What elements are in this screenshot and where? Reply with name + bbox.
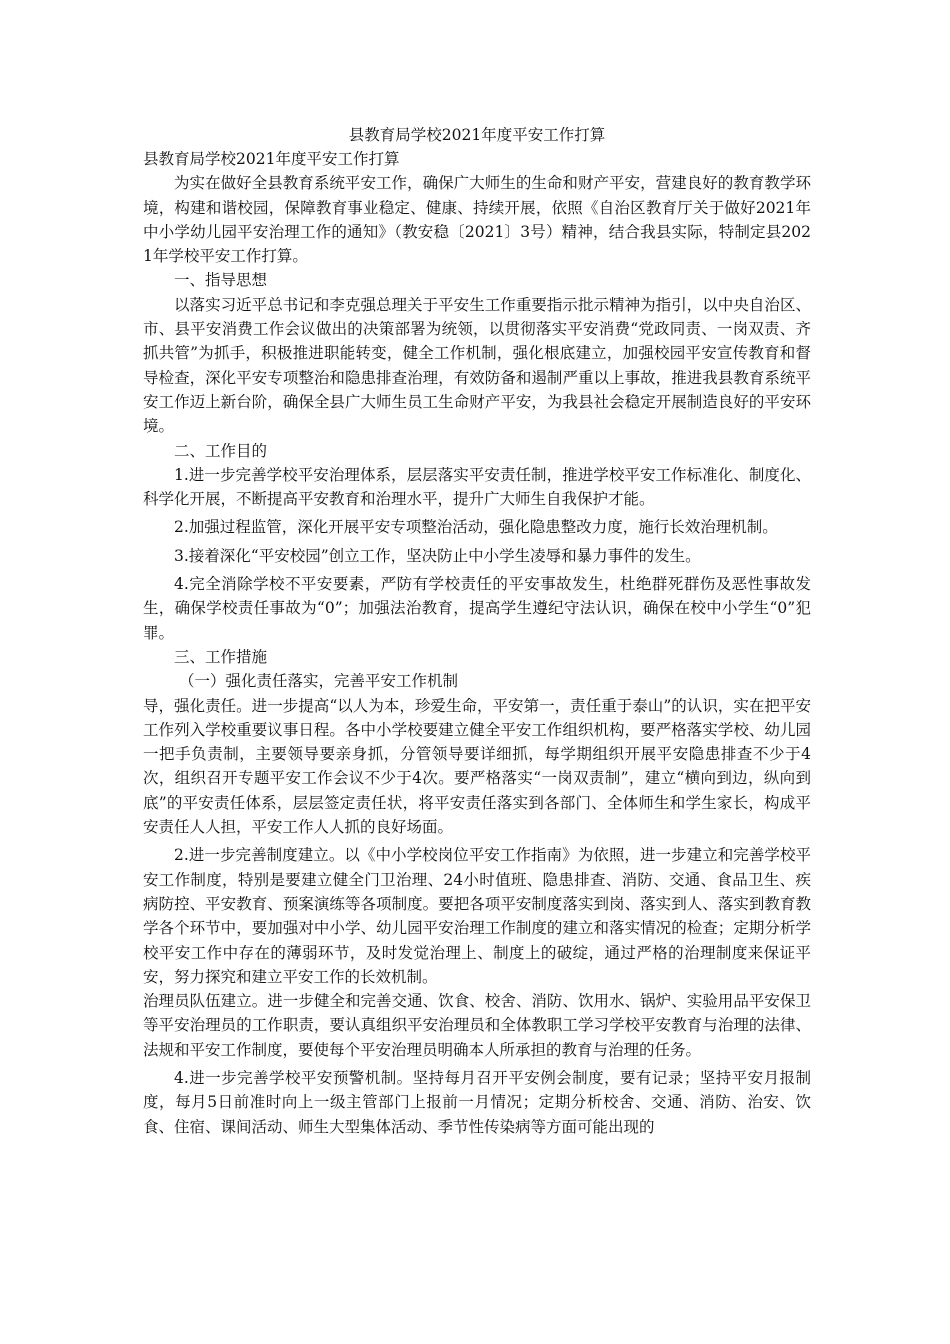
goal-item-3: 3.接着深化“平安校园”创立工作，坚决防止中小学生凌辱和暴力事件的发生。 xyxy=(174,546,701,565)
goal-item-1: 1.进一步完善学校平安治理体系，层层落实平安责任制，推进学校平安工作标准化、制度化、科学化开展，不断提高平安教育和治理水平，提升广大师生自我保护才能。 xyxy=(143,465,811,509)
document-title: 县教育局学校2021年度平安工作打算 xyxy=(348,126,606,144)
measure-paragraph-4: 4.进一步完善学校平安预警机制。坚持每月召开平安例会制度，要有记录；坚持平安月报制度，每月5日前准时向上一级主管部门上报前一月情况；定期分析校舍、交通、消防、治安、饮食、住宿、课间活动、师生大型集体活动、季节性传染病等方面可能出现的 xyxy=(143,1068,811,1136)
intro-paragraph: 为实在做好全县教育系统平安工作，确保广大师生的生命和财产平安，营建良好的教育教学环境，构建和谐校园，保障教育事业稳定、健康、持续开展，依照《自治区教育厅关于做好2021年中小学幼儿园平安治理工作的通知》（教安稳〔2021〕3号）精神，结合我县实际，特制定县2021年学校平安工作打算。 xyxy=(143,174,811,266)
document-body xyxy=(143,123,811,1139)
document-subtitle: 县教育局学校2021年度平安工作打算 xyxy=(143,150,400,168)
guiding-ideology-paragraph: 以落实习近平总书记和李克强总理关于平安生工作重要指示批示精神为指引，以中央自治区、市、县平安消费工作会议做出的决策部署为统领，以贯彻落实平安消费“党政同责、一岗双责、齐抓共管”为抓手，积极推进职能转变，健全工作机制，强化根底建立，加强校园平安宣传教育和督导检查，深化平安专项整治和隐患排查治理，有效防备和遏制严重以上事故，推进我县教育系统平安工作迈上新台阶，确保全县广大师生员工生命财产平安，为我县社会稳定开展制造良好的平安环境。 xyxy=(143,295,811,436)
goal-item-2: 2.加强过程监管，深化开展平安专项整治活动，强化隐患整改力度，施行长效治理机制。 xyxy=(174,518,778,537)
measure-paragraph-1: 导，强化责任。进一步提高“以人为本，珍爱生命，平安第一，责任重于泰山”的认识，实在把平安工作列入学校重要议事日程。各中小学校要建立健全平安工作组织机构，要严格落实学校、幼儿园一把手负责制，主要领导要亲身抓，分管领导要详细抓，每学期组织开展平安隐患排查不少于4次，组织召开专题平安工作会议不少于4次。要严格落实“一岗双责制”，建立“横向到边，纵向到底”的平安责任体系，层层签定责任状，将平安责任落实到各部门、全体师生和学生家长，构成平安责任人人担，平安工作人人抓的良好场面。 xyxy=(143,696,811,837)
section-heading-measures: 三、工作措施 xyxy=(174,647,268,666)
measure-paragraph-3: 治理员队伍建立。进一步健全和完善交通、饮食、校舍、消防、饮用水、锅炉、实验用品平安保卫等平安治理员的工作职责，要认真组织平安治理员和全体教职工学习学校平安教育与治理的法律、法规和平安工作制度，要使每个平安治理员明确本人所承担的教育与治理的任务。 xyxy=(143,992,811,1059)
section-heading-goals: 二、工作目的 xyxy=(174,441,268,460)
goal-item-4: 4.完全消除学校不平安要素，严防有学校责任的平安事故发生，杜绝群死群伤及恶性事故发生，确保学校责任事故为“0”；加强法治教育，提高学生遵纪守法认识，确保在校中小学生“0”犯罪。 xyxy=(143,575,811,642)
measure-paragraph-2: 2.进一步完善制度建立。以《中小学校岗位平安工作指南》为依照，进一步建立和完善学校平安工作制度，特别是要建立健全门卫治理、24小时值班、隐患排查、消防、交通、食品卫生、疾病防控、平安教育、预案演练等各项制度。要把各项平安制度落实到岗、落实到人、落实到教育教学各个环节中，要加强对中小学、幼儿园平安治理工作制度的建立和落实情况的检查；定期分析学校平安工作中存在的薄弱环节，及时发觉治理上、制度上的破绽，通过严格的治理制度来保证平安，努力探究和建立平安工作的长效机制。 xyxy=(143,846,811,986)
section-heading-guiding-ideology: 一、指导思想 xyxy=(174,271,268,290)
subsection-heading-responsibility: （一）强化责任落实，完善平安工作机制 xyxy=(179,672,459,691)
